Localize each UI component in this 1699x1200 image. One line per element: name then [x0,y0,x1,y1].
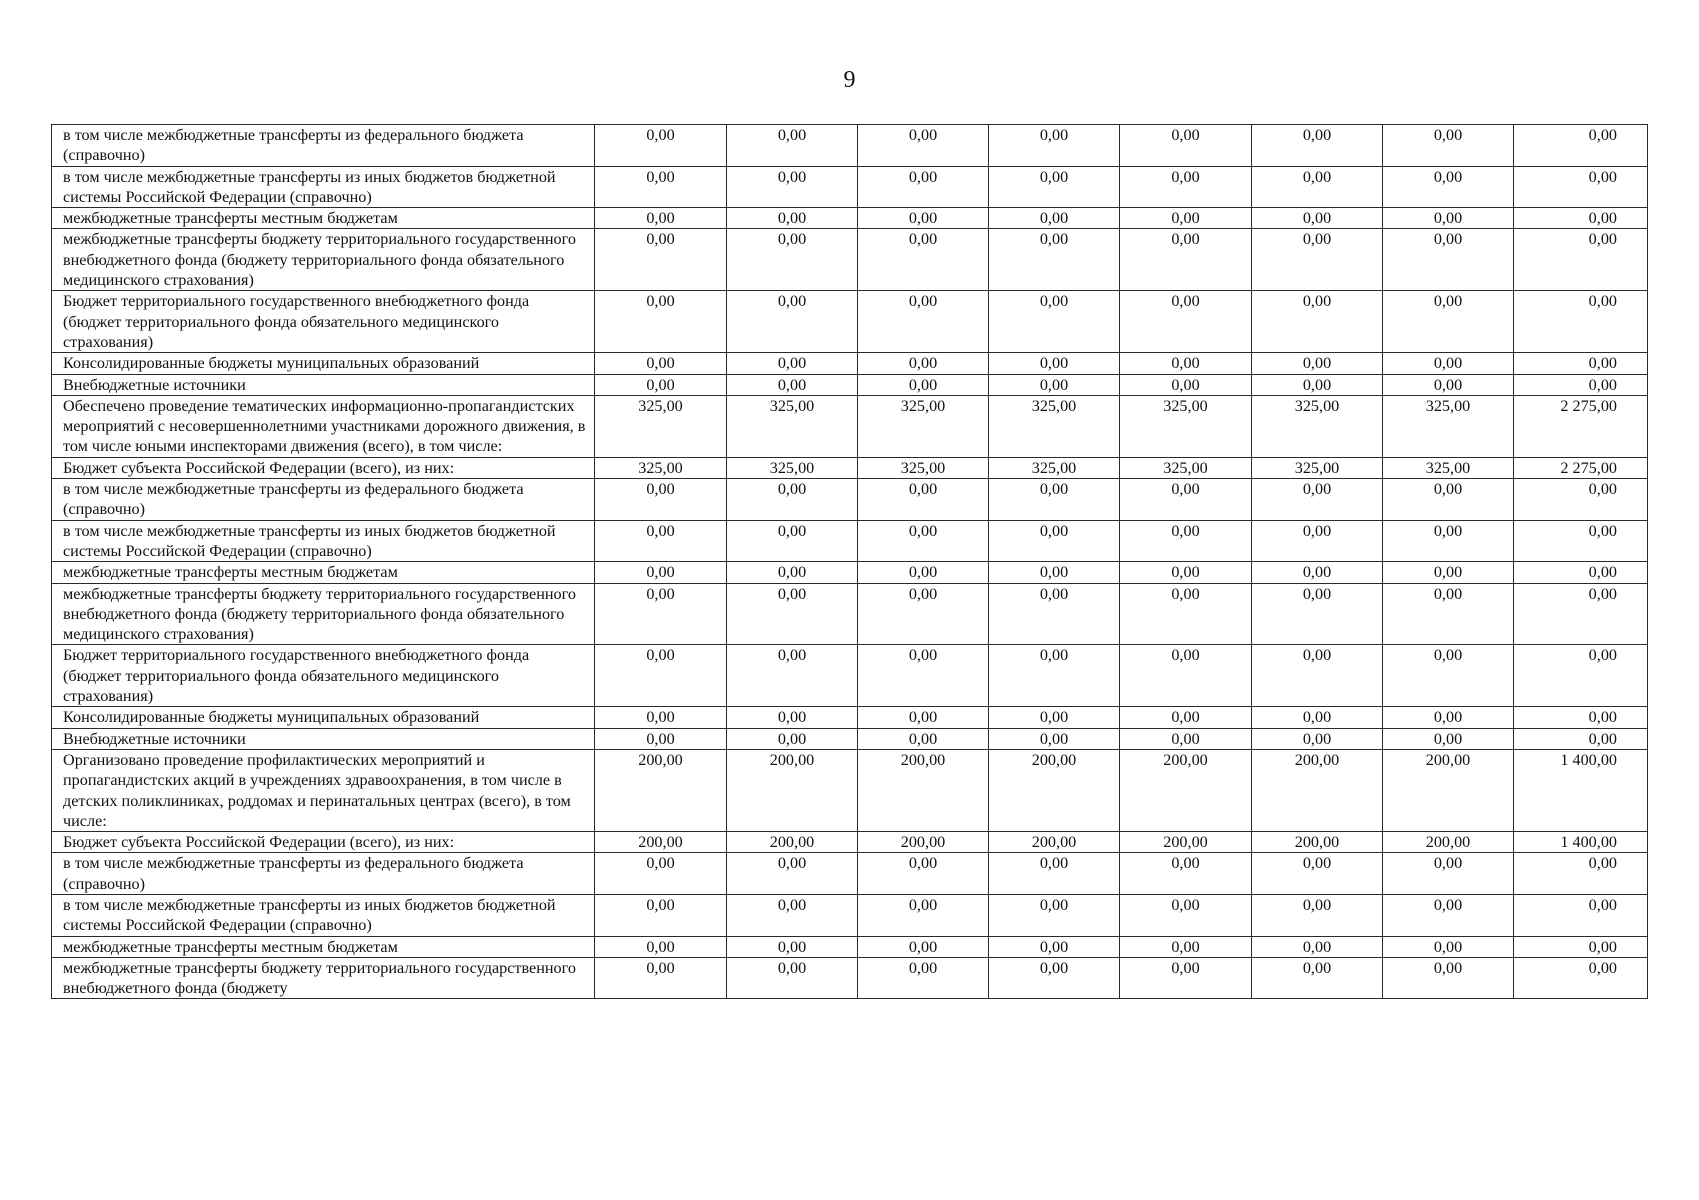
value-cell: 0,00 [727,125,858,167]
value-cell: 0,00 [727,229,858,291]
value-cell: 200,00 [1120,832,1252,853]
value-cell: 0,00 [989,520,1120,562]
row-label: Обеспечено проведение тематических информационно-пропагандистских мероприятий с несовершеннолетними участниками дорожного движения, в том числе юными инспекторами движения (всего), в том числе: [52,395,595,457]
table-row [52,832,1648,853]
value-cell: 200,00 [1252,832,1383,853]
value-cell: 0,00 [595,520,727,562]
value-cell: 200,00 [727,749,858,831]
value-cell: 0,00 [1120,853,1252,895]
value-cell: 0,00 [727,353,858,374]
value-cell: 200,00 [858,832,989,853]
value-cell: 0,00 [595,936,727,957]
value-cell: 0,00 [989,562,1120,583]
total-value-cell: 0,00 [1514,125,1648,167]
table-row [52,208,1648,229]
value-cell: 0,00 [595,853,727,895]
budget-table [51,124,1648,999]
value-cell: 0,00 [1120,166,1252,208]
value-cell: 325,00 [858,457,989,478]
value-cell: 0,00 [1252,707,1383,728]
value-cell: 0,00 [989,957,1120,999]
value-cell: 0,00 [595,166,727,208]
value-cell: 0,00 [989,208,1120,229]
value-cell: 0,00 [1120,291,1252,353]
value-cell: 0,00 [595,562,727,583]
total-value-cell: 0,00 [1514,291,1648,353]
row-label: Организовано проведение профилактических мероприятий и пропагандистских акций в учреждениях здравоохранения, в том числе в детских поликлиниках, роддомах и перинатальных центрах (всего), в том числе: [52,749,595,831]
value-cell: 0,00 [858,291,989,353]
value-cell: 0,00 [595,645,727,707]
row-label: межбюджетные трансферты бюджету территориального государственного внебюджетного фонда (бюджету территориального фонда обязательного медицинского страхования) [52,583,595,645]
value-cell: 0,00 [1120,645,1252,707]
value-cell: 0,00 [1120,957,1252,999]
value-cell: 0,00 [1120,728,1252,749]
value-cell: 0,00 [1120,229,1252,291]
value-cell: 325,00 [989,395,1120,457]
value-cell: 0,00 [595,208,727,229]
value-cell: 0,00 [1383,208,1514,229]
total-value-cell: 0,00 [1514,707,1648,728]
row-label: в том числе межбюджетные трансферты из иных бюджетов бюджетной системы Российской Федерации (справочно) [52,894,595,936]
total-value-cell: 2 275,00 [1514,457,1648,478]
value-cell: 0,00 [1252,479,1383,521]
value-cell: 0,00 [858,166,989,208]
table-row [52,166,1648,208]
value-cell: 0,00 [858,479,989,521]
value-cell: 0,00 [1252,562,1383,583]
table-row [52,707,1648,728]
table-row [52,353,1648,374]
total-value-cell: 0,00 [1514,208,1648,229]
value-cell: 0,00 [1383,229,1514,291]
value-cell: 0,00 [1120,374,1252,395]
row-label: Бюджет субъекта Российской Федерации (всего), из них: [52,457,595,478]
total-value-cell: 0,00 [1514,645,1648,707]
value-cell: 0,00 [1383,166,1514,208]
value-cell: 0,00 [1252,520,1383,562]
value-cell: 0,00 [989,125,1120,167]
value-cell: 0,00 [1383,853,1514,895]
total-value-cell: 1 400,00 [1514,832,1648,853]
value-cell: 0,00 [989,936,1120,957]
value-cell: 200,00 [727,832,858,853]
value-cell: 0,00 [858,562,989,583]
value-cell: 0,00 [595,894,727,936]
value-cell: 0,00 [989,853,1120,895]
table-row [52,583,1648,645]
total-value-cell: 0,00 [1514,894,1648,936]
table-row [52,936,1648,957]
value-cell: 0,00 [1383,125,1514,167]
value-cell: 0,00 [1383,562,1514,583]
value-cell: 0,00 [1383,479,1514,521]
value-cell: 0,00 [1252,936,1383,957]
value-cell: 0,00 [727,208,858,229]
total-value-cell: 0,00 [1514,562,1648,583]
value-cell: 200,00 [595,832,727,853]
value-cell: 0,00 [858,353,989,374]
value-cell: 0,00 [1252,894,1383,936]
total-value-cell: 0,00 [1514,479,1648,521]
value-cell: 325,00 [727,457,858,478]
value-cell: 0,00 [989,229,1120,291]
table-row [52,728,1648,749]
value-cell: 0,00 [1383,520,1514,562]
value-cell: 0,00 [595,479,727,521]
total-value-cell: 0,00 [1514,520,1648,562]
value-cell: 325,00 [1252,395,1383,457]
value-cell: 0,00 [595,291,727,353]
value-cell: 200,00 [1252,749,1383,831]
table-row [52,125,1648,167]
value-cell: 0,00 [1120,479,1252,521]
total-value-cell: 0,00 [1514,957,1648,999]
value-cell: 200,00 [989,832,1120,853]
value-cell: 0,00 [1383,583,1514,645]
total-value-cell: 0,00 [1514,229,1648,291]
value-cell: 325,00 [727,395,858,457]
value-cell: 200,00 [595,749,727,831]
value-cell: 0,00 [858,125,989,167]
total-value-cell: 0,00 [1514,728,1648,749]
value-cell: 0,00 [1252,728,1383,749]
value-cell: 0,00 [989,291,1120,353]
value-cell: 0,00 [989,728,1120,749]
value-cell: 0,00 [1120,353,1252,374]
value-cell: 0,00 [989,894,1120,936]
value-cell: 0,00 [727,291,858,353]
row-label: Бюджет территориального государственного внебюджетного фонда (бюджет территориального фонда обязательного медицинского страхования) [52,645,595,707]
value-cell: 0,00 [1252,166,1383,208]
value-cell: 0,00 [595,957,727,999]
value-cell: 0,00 [1252,957,1383,999]
value-cell: 0,00 [1252,645,1383,707]
value-cell: 0,00 [858,229,989,291]
row-label: межбюджетные трансферты бюджету территориального государственного внебюджетного фонда (бюджету [52,957,595,999]
value-cell: 0,00 [727,728,858,749]
value-cell: 0,00 [1383,707,1514,728]
value-cell: 0,00 [1120,894,1252,936]
row-label: межбюджетные трансферты местным бюджетам [52,208,595,229]
value-cell: 0,00 [858,645,989,707]
value-cell: 0,00 [858,728,989,749]
total-value-cell: 0,00 [1514,936,1648,957]
row-label: межбюджетные трансферты бюджету территориального государственного внебюджетного фонда (бюджету территориального фонда обязательного медицинского страхования) [52,229,595,291]
table-row [52,749,1648,831]
row-label: в том числе межбюджетные трансферты из федерального бюджета (справочно) [52,479,595,521]
value-cell: 200,00 [989,749,1120,831]
value-cell: 0,00 [989,166,1120,208]
value-cell: 0,00 [989,707,1120,728]
value-cell: 200,00 [1120,749,1252,831]
total-value-cell: 0,00 [1514,583,1648,645]
row-label: межбюджетные трансферты местным бюджетам [52,562,595,583]
value-cell: 0,00 [595,707,727,728]
value-cell: 0,00 [858,374,989,395]
value-cell: 0,00 [858,583,989,645]
row-label: Бюджет территориального государственного внебюджетного фонда (бюджет территориального фонда обязательного медицинского страхования) [52,291,595,353]
value-cell: 0,00 [727,894,858,936]
value-cell: 0,00 [595,374,727,395]
value-cell: 325,00 [858,395,989,457]
value-cell: 325,00 [989,457,1120,478]
value-cell: 325,00 [1252,457,1383,478]
table-row [52,229,1648,291]
value-cell: 0,00 [1120,707,1252,728]
value-cell: 0,00 [595,229,727,291]
value-cell: 0,00 [1120,583,1252,645]
total-value-cell: 0,00 [1514,166,1648,208]
value-cell: 0,00 [727,166,858,208]
value-cell: 0,00 [1383,728,1514,749]
value-cell: 0,00 [989,479,1120,521]
value-cell: 325,00 [1383,457,1514,478]
value-cell: 325,00 [1383,395,1514,457]
value-cell: 0,00 [1252,374,1383,395]
page-number: 9 [843,67,856,93]
value-cell: 0,00 [1120,208,1252,229]
table-row [52,853,1648,895]
value-cell: 0,00 [858,957,989,999]
value-cell: 325,00 [595,457,727,478]
row-label: в том числе межбюджетные трансферты из иных бюджетов бюджетной системы Российской Федерации (справочно) [52,520,595,562]
total-value-cell: 1 400,00 [1514,749,1648,831]
value-cell: 0,00 [1252,583,1383,645]
table-row [52,395,1648,457]
row-label: Внебюджетные источники [52,374,595,395]
value-cell: 0,00 [727,936,858,957]
row-label: межбюджетные трансферты местным бюджетам [52,936,595,957]
total-value-cell: 0,00 [1514,353,1648,374]
row-label: Консолидированные бюджеты муниципальных образований [52,353,595,374]
table-row [52,894,1648,936]
value-cell: 0,00 [1383,374,1514,395]
value-cell: 0,00 [1120,125,1252,167]
value-cell: 0,00 [989,353,1120,374]
value-cell: 325,00 [595,395,727,457]
value-cell: 0,00 [595,728,727,749]
total-value-cell: 2 275,00 [1514,395,1648,457]
value-cell: 0,00 [1383,957,1514,999]
value-cell: 0,00 [727,583,858,645]
value-cell: 0,00 [1252,353,1383,374]
value-cell: 0,00 [1252,291,1383,353]
value-cell: 0,00 [727,645,858,707]
value-cell: 0,00 [1252,853,1383,895]
value-cell: 0,00 [858,707,989,728]
value-cell: 0,00 [727,562,858,583]
table-row [52,957,1648,999]
value-cell: 0,00 [1383,353,1514,374]
value-cell: 0,00 [727,520,858,562]
row-label: Внебюджетные источники [52,728,595,749]
value-cell: 0,00 [989,583,1120,645]
table-row [52,479,1648,521]
value-cell: 0,00 [1120,520,1252,562]
value-cell: 200,00 [858,749,989,831]
total-value-cell: 0,00 [1514,374,1648,395]
value-cell: 0,00 [1120,562,1252,583]
value-cell: 0,00 [858,894,989,936]
value-cell: 0,00 [858,853,989,895]
value-cell: 0,00 [727,374,858,395]
value-cell: 0,00 [1383,645,1514,707]
value-cell: 0,00 [727,707,858,728]
row-label: в том числе межбюджетные трансферты из федерального бюджета (справочно) [52,853,595,895]
table-body [52,125,1648,999]
value-cell: 0,00 [727,853,858,895]
value-cell: 0,00 [989,645,1120,707]
value-cell: 325,00 [1120,457,1252,478]
value-cell: 0,00 [1120,936,1252,957]
table-row [52,374,1648,395]
value-cell: 0,00 [595,125,727,167]
value-cell: 0,00 [989,374,1120,395]
value-cell: 0,00 [1252,229,1383,291]
value-cell: 0,00 [1383,291,1514,353]
row-label: в том числе межбюджетные трансферты из иных бюджетов бюджетной системы Российской Федерации (справочно) [52,166,595,208]
value-cell: 0,00 [1252,125,1383,167]
value-cell: 0,00 [1383,894,1514,936]
value-cell: 0,00 [858,520,989,562]
table-row [52,291,1648,353]
table-row [52,562,1648,583]
table-row [52,520,1648,562]
row-label: Бюджет субъекта Российской Федерации (всего), из них: [52,832,595,853]
value-cell: 0,00 [727,957,858,999]
table-row [52,457,1648,478]
row-label: в том числе межбюджетные трансферты из федерального бюджета (справочно) [52,125,595,167]
value-cell: 0,00 [595,583,727,645]
value-cell: 200,00 [1383,832,1514,853]
value-cell: 0,00 [858,208,989,229]
row-label: Консолидированные бюджеты муниципальных образований [52,707,595,728]
total-value-cell: 0,00 [1514,853,1648,895]
value-cell: 200,00 [1383,749,1514,831]
value-cell: 0,00 [1252,208,1383,229]
table-row [52,645,1648,707]
value-cell: 0,00 [727,479,858,521]
value-cell: 0,00 [858,936,989,957]
value-cell: 0,00 [1383,936,1514,957]
value-cell: 0,00 [595,353,727,374]
value-cell: 325,00 [1120,395,1252,457]
